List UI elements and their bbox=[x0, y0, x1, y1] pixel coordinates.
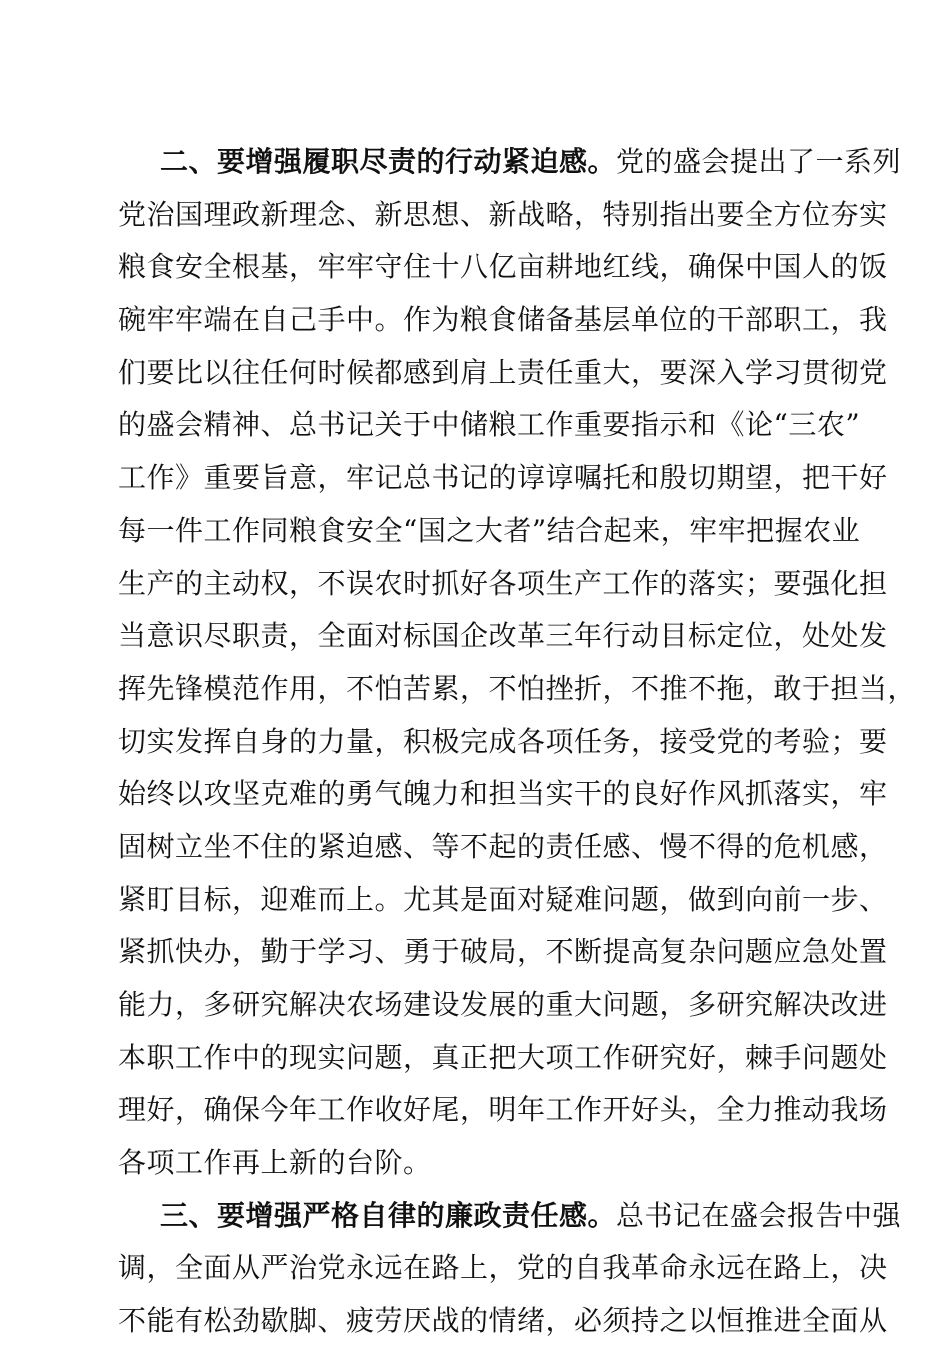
paragraph-2-line: 每一件工作同粮食安全“国之大者”结合起来，牢牢把握农业 bbox=[118, 513, 861, 547]
paragraph-2-line: 挥先锋模范作用，不怕苦累，不怕挫折，不推不拖，敢于担当， bbox=[118, 671, 917, 705]
paragraph-2-line: 理好，确保今年工作收好尾，明年工作开好头，全力推动我场 bbox=[118, 1093, 888, 1127]
paragraph-3-heading: 三、要增强严格自律的廉政责任感。 bbox=[160, 1198, 617, 1232]
paragraph-2-line: 的盛会精神、总书记关于中储粮工作重要指示和《论“三农” bbox=[118, 408, 861, 442]
paragraph-3-line: 不能有松劲歇脚、疲劳厌战的情绪，必须持之以恒推进全面从 bbox=[118, 1304, 888, 1338]
paragraph-3-line-1 bbox=[118, 1190, 902, 1243]
paragraph-2-line: 切实发挥自身的力量，积极完成各项任务，接受党的考验；要 bbox=[118, 724, 888, 758]
paragraph-2-line: 始终以攻坚克难的勇气魄力和担当实干的良好作风抓落实，牢 bbox=[118, 777, 888, 811]
paragraph-2-line: 生产的主动权，不误农时抓好各项生产工作的落实；要强化担 bbox=[118, 566, 888, 600]
paragraph-2-line-1 bbox=[118, 136, 902, 189]
paragraph-2-line: 党治国理政新理念、新思想、新战略，特别指出要全方位夯实 bbox=[118, 197, 888, 231]
paragraph-2-line: 碗牢牢端在自己手中。作为粮食储备基层单位的干部职工，我 bbox=[118, 303, 888, 337]
paragraph-2-line: 固树立坐不住的紧迫感、等不起的责任感、慢不得的危机感， bbox=[118, 829, 888, 863]
paragraph-2-line: 各项工作再上新的台阶。 bbox=[118, 1146, 432, 1180]
paragraph-2-line-1-text: 党的盛会提出了一系列 bbox=[616, 145, 902, 178]
paragraph-2-line: 能力，多研究解决农场建设发展的重大问题，多研究解决改进 bbox=[118, 988, 888, 1021]
document-body bbox=[118, 136, 917, 1348]
paragraph-2-line: 粮食安全根基，牢牢守住十八亿亩耕地红线，确保中国人的饭 bbox=[118, 250, 888, 284]
paragraph-3-line: 调，全面从严治党永远在路上，党的自我革命永远在路上，决 bbox=[118, 1251, 888, 1285]
paragraph-2-line: 紧盯目标，迎难而上。尤其是面对疑难问题，做到向前一步、 bbox=[118, 882, 888, 916]
paragraph-2-line: 紧抓快办，勤于学习、勇于破局，不断提高复杂问题应急处置 bbox=[118, 935, 888, 969]
paragraph-3-line-1-text: 总书记在盛会报告中强 bbox=[616, 1198, 902, 1232]
paragraph-2-heading: 二、要增强履职尽责的行动紧迫感。 bbox=[160, 145, 617, 178]
paragraph-2-line: 工作》重要旨意，牢记总书记的谆谆嘱托和殷切期望，把干好 bbox=[118, 461, 888, 495]
paragraph-2-line: 本职工作中的现实问题，真正把大项工作研究好，棘手问题处 bbox=[118, 1040, 888, 1074]
paragraph-2-line: 们要比以往任何时候都感到肩上责任重大，要深入学习贯彻党 bbox=[118, 355, 888, 389]
paragraph-2-line: 当意识尽职责，全面对标国企改革三年行动目标定位，处处发 bbox=[118, 619, 888, 653]
